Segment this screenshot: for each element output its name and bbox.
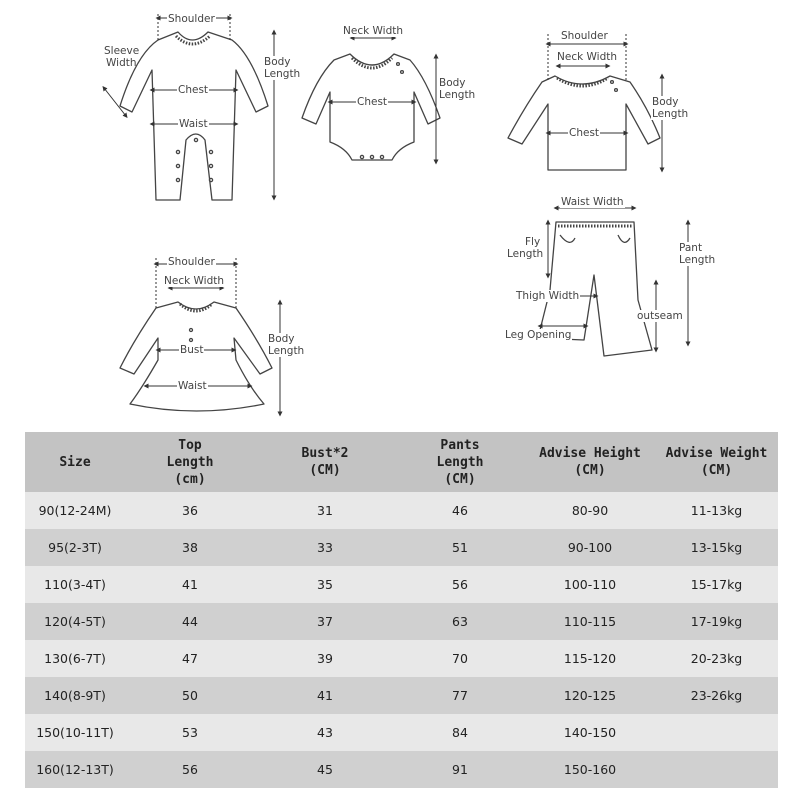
cell-advise-height: 80-90 [525,492,655,529]
cell-pants-length: 46 [395,492,525,529]
romper-sleeve-width-label-1: Sleeve [104,45,140,57]
bodysuit-neck-width-label: Neck Width [343,25,404,37]
bodysuit-body-length-label-2: Length [439,89,476,101]
dress-body-length-label-1: Body [268,333,295,345]
cell-advise-weight: 20-23kg [655,640,778,677]
romper-shoulder-label: Shoulder [168,13,215,25]
header-advise-height-line-2: (CM) [574,463,606,478]
cell-size: 160(12-13T) [25,751,125,788]
cell-size: 95(2-3T) [25,529,125,566]
pants-leg-opening-label: Leg Opening [505,329,572,341]
cell-advise-height: 110-115 [525,603,655,640]
pants-fly-length-label-2: Length [507,248,544,260]
romper-sleeve-width-label-2: Width [106,57,137,69]
cell-pants-length: 70 [395,640,525,677]
header-advise-weight [655,432,778,492]
dress-bust-label: Bust [180,344,204,356]
header-bust [255,432,395,492]
header-top-length-line-1: Top [178,437,202,453]
pants-pant-length-label-1: Pant [679,242,703,254]
table-header-row [25,432,778,492]
romper-chest-label: Chest [178,84,209,96]
cell-advise-height: 100-110 [525,566,655,603]
top-body-length-label-2: Length [652,108,689,120]
header-advise-height-line-1: Advise Height [539,446,641,461]
table-row [25,640,778,677]
pants-outseam-label: outseam [637,310,683,322]
header-top-length [125,432,255,492]
cell-size: 120(4-5T) [25,603,125,640]
cell-advise-height: 90-100 [525,529,655,566]
cell-advise-height: 140-150 [525,714,655,751]
cell-pants-length: 84 [395,714,525,751]
table-row [25,492,778,529]
cell-top-length: 44 [125,603,255,640]
romper-body-length-label-1: Body [264,56,291,68]
dress-waist-label: Waist [178,380,207,392]
bodysuit-chest-label: Chest [357,96,388,108]
cell-bust: 35 [255,566,395,603]
cell-advise-weight: 23-26kg [655,677,778,714]
cell-bust: 31 [255,492,395,529]
cell-top-length: 38 [125,529,255,566]
dress-neck-width-label: Neck Width [164,275,225,287]
cell-size: 110(3-4T) [25,566,125,603]
dress-shoulder-label: Shoulder [168,256,215,268]
cell-advise-weight [655,751,778,788]
cell-top-length: 50 [125,677,255,714]
table-row [25,677,778,714]
cell-advise-weight [655,714,778,751]
header-top-length-line-3: (cm) [174,471,206,487]
header-bust-line-2: (CM) [309,463,341,478]
dress-drawing [120,302,272,411]
table-row [25,603,778,640]
cell-advise-weight: 15-17kg [655,566,778,603]
cell-top-length: 41 [125,566,255,603]
romper-waist-label: Waist [179,118,208,130]
header-pants-length-line-3: (CM) [444,471,476,487]
cell-size: 140(8-9T) [25,677,125,714]
cell-top-length: 53 [125,714,255,751]
header-pants-length-line-2: Length [436,454,484,470]
cell-advise-height: 150-160 [525,751,655,788]
header-advise-height [525,432,655,492]
pants-waist-width-label: Waist Width [561,196,624,208]
cell-advise-weight: 17-19kg [655,603,778,640]
cell-bust: 39 [255,640,395,677]
cell-top-length: 36 [125,492,255,529]
cell-top-length: 56 [125,751,255,788]
cell-top-length: 47 [125,640,255,677]
size-chart-table [25,432,778,788]
cell-advise-weight: 13-15kg [655,529,778,566]
cell-pants-length: 77 [395,677,525,714]
cell-advise-weight: 11-13kg [655,492,778,529]
header-advise-weight-line-2: (CM) [700,463,733,478]
table-row [25,751,778,788]
table-row [25,529,778,566]
top-shoulder-label: Shoulder [561,30,608,42]
cell-size: 130(6-7T) [25,640,125,677]
header-top-length-line-2: Length [166,454,214,470]
cell-advise-height: 115-120 [525,640,655,677]
cell-bust: 33 [255,529,395,566]
header-pants-length-line-1: Pants [440,437,480,453]
top-chest-label: Chest [569,127,600,139]
top-neck-width-label: Neck Width [557,51,618,63]
table-row [25,566,778,603]
header-advise-weight-line-1: Advise Weight [665,446,768,461]
dress-body-length-label-2: Length [268,345,305,357]
top-drawing [508,76,660,170]
cell-pants-length: 56 [395,566,525,603]
cell-bust: 37 [255,603,395,640]
pants-thigh-width-label: Thigh Width [516,290,580,302]
cell-pants-length: 63 [395,603,525,640]
cell-bust: 43 [255,714,395,751]
pants-fly-length-label-1: Fly [525,236,541,248]
header-pants-length [395,432,525,492]
cell-size: 150(10-11T) [25,714,125,751]
header-size [25,432,125,492]
pants-pant-length-label-2: Length [679,254,716,266]
cell-pants-length: 51 [395,529,525,566]
romper-body-length-label-2: Length [264,68,301,80]
header-bust-line-1: Bust*2 [301,446,349,461]
cell-bust: 41 [255,677,395,714]
header-size-line-1: Size [59,454,91,470]
romper-drawing [120,32,268,200]
cell-size: 90(12-24M) [25,492,125,529]
cell-bust: 45 [255,751,395,788]
cell-advise-height: 120-125 [525,677,655,714]
bodysuit-body-length-label-1: Body [439,77,466,89]
table-row [25,714,778,751]
cell-pants-length: 91 [395,751,525,788]
top-body-length-label-1: Body [652,96,679,108]
